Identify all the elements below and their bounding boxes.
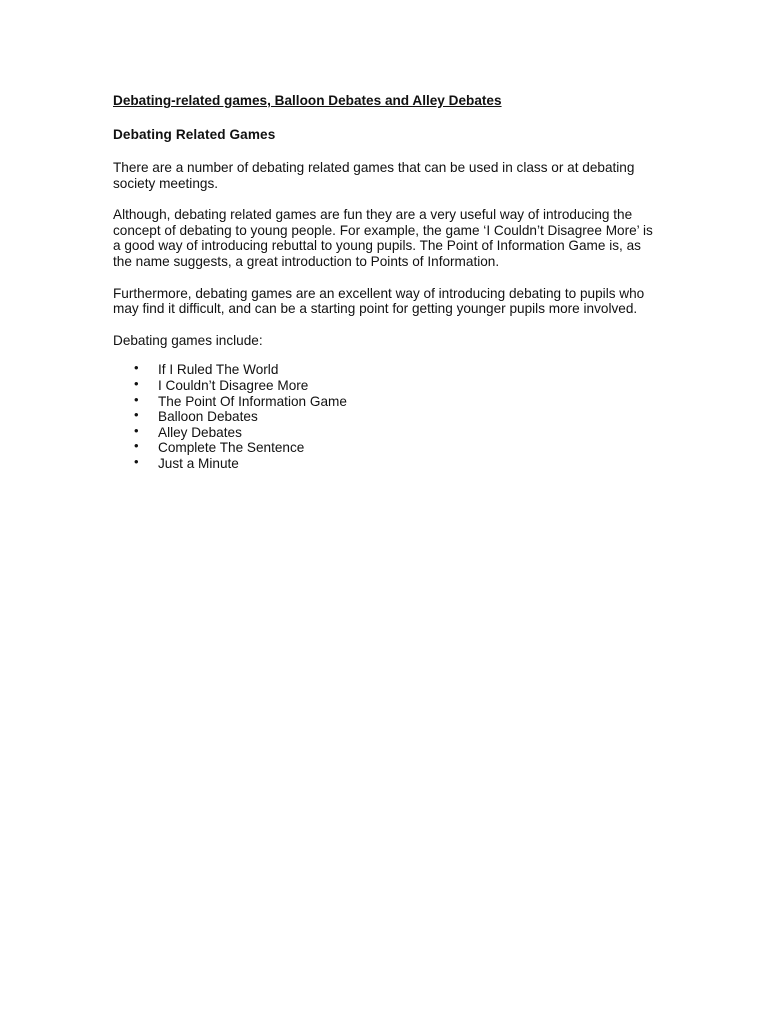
list-item-label: Balloon Debates bbox=[158, 409, 258, 425]
list-item-label: Complete The Sentence bbox=[158, 440, 305, 456]
list-item-label: If I Ruled The World bbox=[158, 362, 279, 378]
intro-paragraph: There are a number of debating related games that can be used in class or at debating society meetings. bbox=[113, 160, 635, 191]
rebuttal-paragraph: Although, debating related games are fun they are a very useful way of introducing the concept of debating to young people. For example, the game ‘I Couldn’t Disagree More’ is a good way of introducing rebuttal to young pupils. The Point of Information Game is, as the name suggests, a great introduction to Points of Information. bbox=[113, 207, 653, 269]
bullet-icon: • bbox=[134, 407, 139, 423]
games-list bbox=[113, 362, 658, 471]
list-item bbox=[113, 422, 658, 441]
list-item-label: Just a Minute bbox=[158, 455, 239, 471]
list-item-label: I Couldn’t Disagree More bbox=[158, 377, 309, 393]
games-include-paragraph: Debating games include: bbox=[113, 332, 263, 348]
section-heading: Debating Related Games bbox=[113, 127, 276, 142]
list-item-label: Alley Debates bbox=[158, 424, 242, 440]
bullet-icon: • bbox=[134, 375, 139, 391]
bullet-icon: • bbox=[134, 453, 139, 469]
list-item bbox=[113, 409, 658, 425]
list-item-label: The Point Of Information Game bbox=[158, 393, 347, 409]
list-item bbox=[113, 453, 658, 472]
bullet-icon: • bbox=[134, 422, 139, 438]
bullet-icon: • bbox=[134, 438, 139, 454]
bullet-icon: • bbox=[134, 391, 139, 407]
list-item bbox=[113, 362, 658, 378]
bullet-icon: • bbox=[134, 360, 139, 376]
list-item bbox=[113, 391, 658, 410]
list-item bbox=[113, 440, 658, 456]
furthermore-paragraph: Furthermore, debating games are an excellent way of introducing debating to pupils who may find it difficult, and can be a starting point for getting younger pupils more involved. bbox=[113, 285, 645, 317]
list-item bbox=[113, 375, 658, 394]
document-title: Debating-related games, Balloon Debates and Alley Debates bbox=[113, 93, 502, 108]
